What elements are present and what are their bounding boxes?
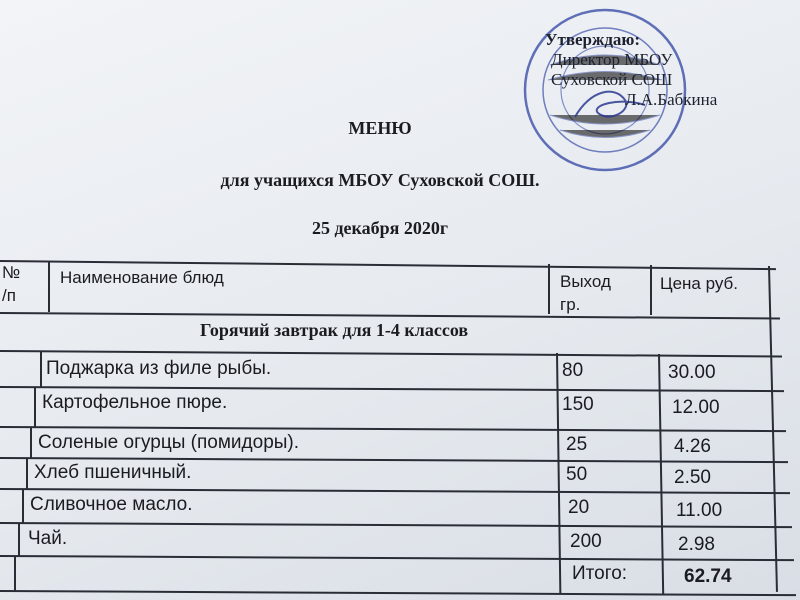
approval-position: Директор МБОУ xyxy=(551,50,673,69)
total-label: Итого: xyxy=(572,563,628,584)
dish-price: 12.00 xyxy=(672,397,720,418)
dish-yield: 200 xyxy=(570,531,602,552)
dish-yield: 80 xyxy=(562,360,584,381)
col-divider-yield xyxy=(548,264,550,314)
dish-yield: 50 xyxy=(566,464,588,485)
dish-name: Соленые огурцы (помидоры). xyxy=(38,432,300,453)
table-header-bottom xyxy=(0,312,780,319)
menu-date: 25 декабря 2020г xyxy=(311,218,449,238)
col-divider-price xyxy=(650,265,652,315)
col-divider-num xyxy=(18,524,20,556)
dish-price: 2.98 xyxy=(678,534,715,555)
dish-name: Чай. xyxy=(28,528,68,549)
dish-name: Сливочное масло. xyxy=(30,494,193,515)
header-yield-top: Выход xyxy=(560,272,611,291)
header-num-top: № xyxy=(2,263,21,282)
header-price: Цена руб. xyxy=(660,274,739,293)
dish-price: 4.26 xyxy=(674,436,711,457)
approval-line: Утверждаю: xyxy=(545,30,641,49)
dish-price: 30.00 xyxy=(668,362,716,383)
approval-school: Суховской СОШ xyxy=(551,70,673,89)
row-divider xyxy=(0,386,784,392)
dish-yield: 150 xyxy=(562,394,594,415)
table-border-right xyxy=(768,266,777,592)
dish-price: 2.50 xyxy=(674,467,711,488)
dish-price: 11.00 xyxy=(676,500,723,521)
col-divider-num xyxy=(22,490,24,523)
menu-title: МЕНЮ xyxy=(348,118,412,138)
row-divider xyxy=(0,522,792,528)
dish-name: Хлеб пшеничный. xyxy=(34,462,192,483)
menu-subtitle: для учащихся МБОУ Суховской СОШ. xyxy=(220,170,540,190)
approval-signer: Л.А.Бабкина xyxy=(625,90,718,109)
total-value: 62.74 xyxy=(684,566,732,587)
dish-name: Поджарка из филе рыбы. xyxy=(46,358,272,379)
col-divider-num xyxy=(26,459,28,489)
col-divider-num xyxy=(34,388,36,428)
col-divider-num xyxy=(40,352,42,388)
table-section-bottom xyxy=(0,350,782,357)
row-divider xyxy=(0,555,794,561)
dish-yield: 20 xyxy=(568,497,590,518)
row-divider xyxy=(0,488,790,494)
header-num-bottom: /п xyxy=(2,286,16,305)
dish-name: Картофельное пюре. xyxy=(42,392,228,413)
row-divider xyxy=(0,426,786,432)
col-divider-num xyxy=(48,262,50,312)
col-divider-num xyxy=(30,428,32,458)
col-divider-num xyxy=(14,557,16,591)
section-title: Горячий завтрак для 1-4 классов xyxy=(200,320,469,340)
row-divider xyxy=(0,590,796,596)
header-yield-bottom: гр. xyxy=(560,295,581,314)
header-name: Наименование блюд xyxy=(60,268,224,287)
dish-yield: 25 xyxy=(566,434,588,455)
